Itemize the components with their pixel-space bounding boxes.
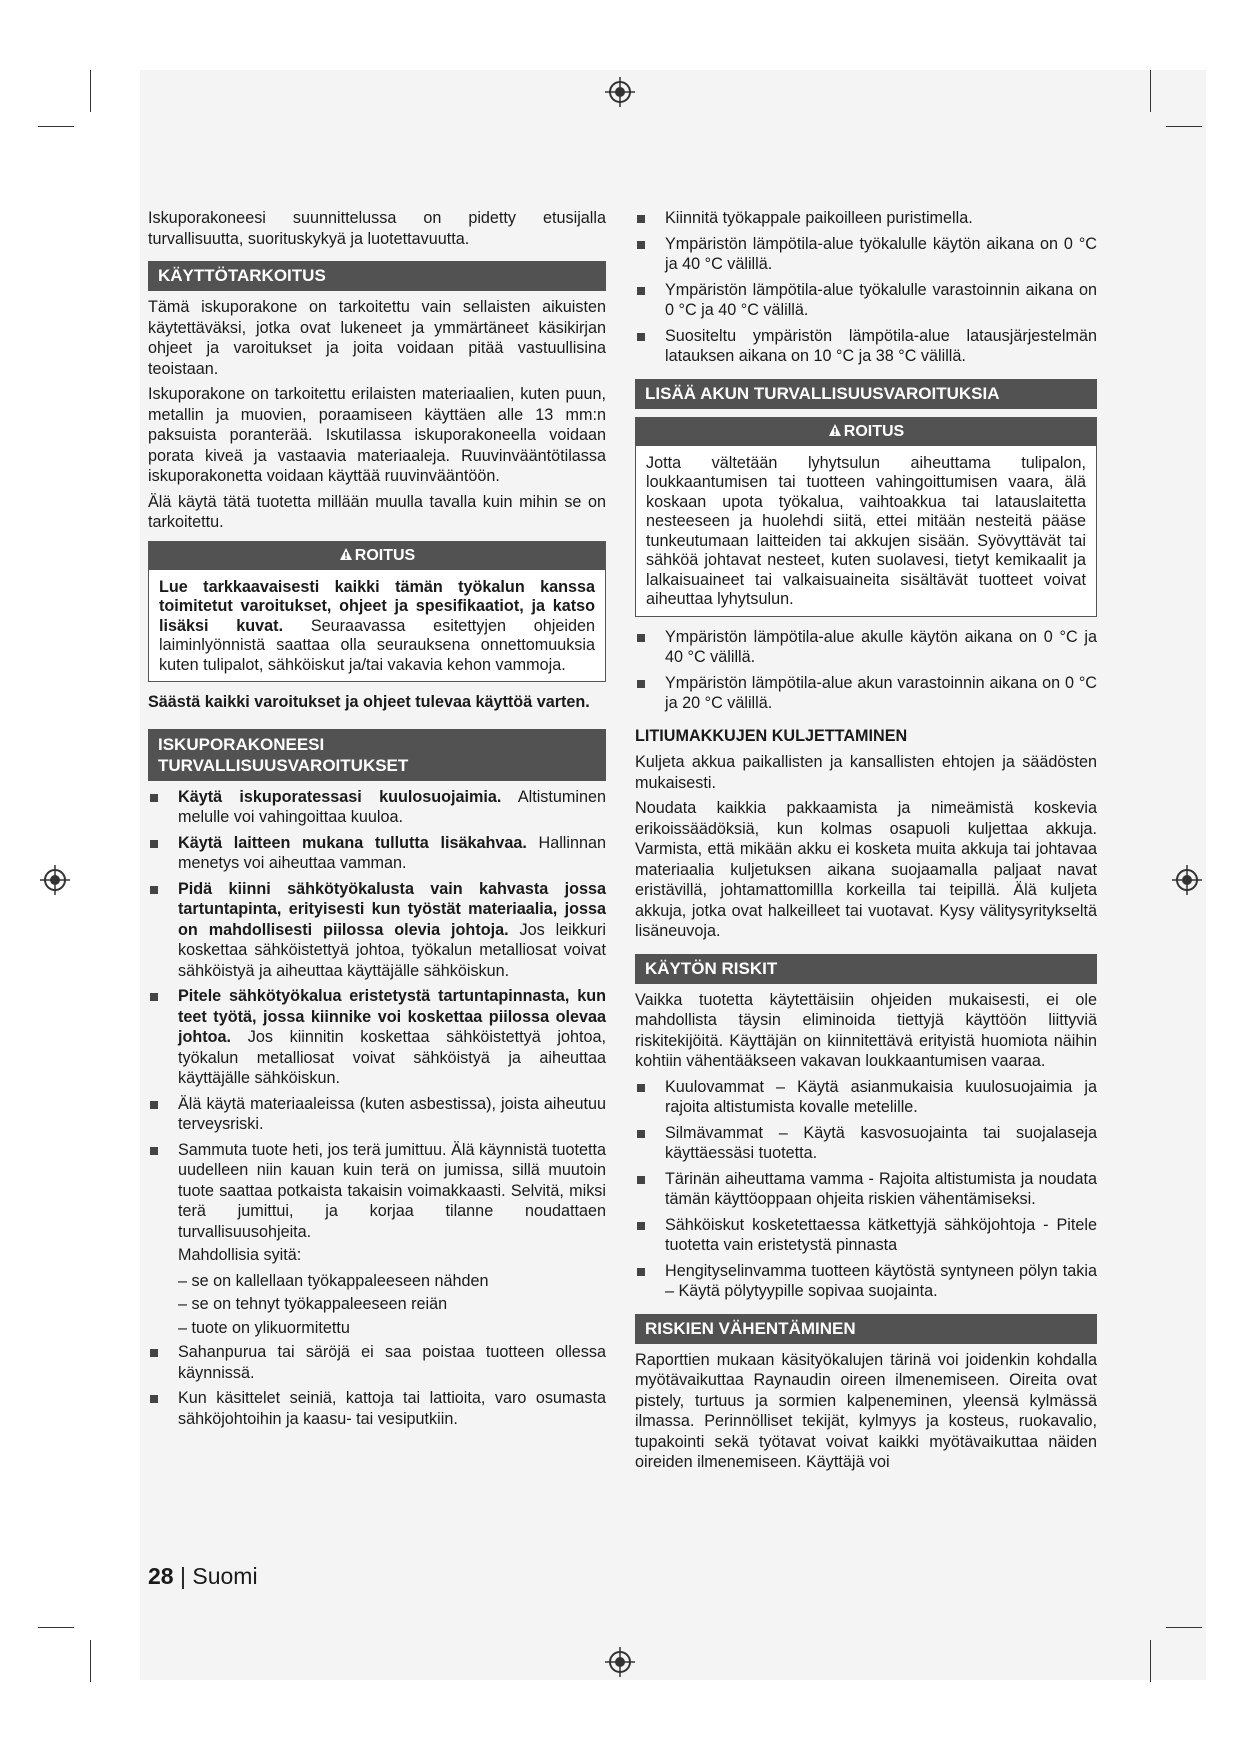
purpose-paragraph: Älä käytä tätä tuotetta millään muulla tavalla kuin mihin se on tarkoitettu. bbox=[148, 492, 606, 531]
crop-mark bbox=[1166, 126, 1202, 127]
causes-list bbox=[178, 1271, 606, 1339]
risk-reduction-paragraph: Raporttien mukaan käsityökalujen tärinä voi joidenkin kohdalla myötävaikuttaa Raynaudin oireen ilmenemiseen. Oireita ovat pistely, turtuus ja sormien kalpeneminen, yleensä kylmässä ilmassa. Perinnölliset tekijät, kylmyys ja kosteus, ruokavalio, tupakointi sekä työtavat voivat kaikki myötävaikuttaa näiden oireiden ilmenemiseen. Käyttäjä voi bbox=[635, 1350, 1097, 1471]
crop-mark bbox=[38, 1627, 74, 1628]
list-item: Kuulovammat – Käytä asianmukaisia kuulosuojaimia ja rajoita altistumista kovalle metelille. bbox=[635, 1077, 1097, 1118]
list-item: Käytä laitteen mukana tullutta lisäkahvaa. Hallinnan menetys voi aiheuttaa vamman. bbox=[148, 833, 606, 874]
list-item: Sähköiskut kosketettaessa kätkettyjä sähköjohtoja - Pitele tuotetta vain eristetystä pinnasta bbox=[635, 1215, 1097, 1256]
safety-header-line-2: TURVALLISUUSVAROITUKSET bbox=[158, 755, 409, 775]
causes-label: Mahdollisia syitä: bbox=[178, 1246, 302, 1264]
cause-item: – tuote on ylikuormitettu bbox=[178, 1318, 350, 1337]
list-item: Ympäristön lämpötila-alue työkalulle varastoinnin aikana on 0 °C ja 40 °C välillä. bbox=[635, 280, 1097, 321]
cause-item: – se on kallellaan työkappaleeseen nähden bbox=[178, 1271, 489, 1290]
section-header-transport: LITIUMAKKUJEN KULJETTAMINEN bbox=[635, 726, 908, 745]
warning-body bbox=[636, 446, 1096, 616]
list-item: Tärinän aiheuttama vamma - Rajoita altistumista ja noudata tämän käyttöoppaan ohjeita riskien vähentämiseksi. bbox=[635, 1169, 1097, 1210]
battery-temp-list bbox=[635, 627, 1097, 714]
list-item: Ympäristön lämpötila-alue akulle käytön aikana on 0 °C ja 40 °C välillä. bbox=[635, 627, 1097, 668]
safety-list-continued bbox=[148, 1342, 606, 1429]
intro-paragraph: Iskuporakoneesi suunnittelussa on pidetty etusijalla turvallisuutta, suorituskykyä ja luotettavuutta. bbox=[148, 209, 606, 248]
workpiece-list bbox=[635, 208, 1097, 367]
registration-mark-icon bbox=[1172, 865, 1202, 895]
warning-box bbox=[148, 541, 606, 683]
purpose-paragraph: Tämä iskuporakone on tarkoitettu vain sellaisten aikuisten käytettäväksi, jotka ovat lukeneet ja ymmärtäneet käsikirjan ohjeet ja varoitukset ja joita voidaan pitää vastuullisina teoistaan. bbox=[148, 298, 606, 378]
crop-mark bbox=[90, 1640, 91, 1682]
purpose-paragraph: Iskuporakone on tarkoitettu erilaisten materiaalien, kuten puun, metallin ja muovien, poraamiseen käyttäen alle 13 mm:n paksuista poranterää. Iskutilassa iskuporakoneella voidaan porata kiveä ja vastaavia materiaaleja. Ruuvinvääntötilassa iskuporakonetta voidaan käyttää ruuvinvääntöön. bbox=[148, 385, 606, 485]
footer-language: Suomi bbox=[192, 1563, 258, 1589]
crop-mark bbox=[38, 126, 74, 127]
section-header-risks: KÄYTÖN RISKIT bbox=[635, 954, 1097, 984]
list-item: Ympäristön lämpötila-alue työkalulle käytön aikana on 0 °C ja 40 °C välillä. bbox=[635, 234, 1097, 275]
save-instructions: Säästä kaikki varoitukset ja ohjeet tulevaa käyttöä varten. bbox=[148, 693, 590, 711]
warning-body bbox=[149, 570, 605, 682]
list-item: Älä käytä materiaaleissa (kuten asbestissa), joista aiheutuu terveysriski. bbox=[148, 1094, 606, 1135]
list-item: Kiinnitä työkappale paikoilleen puristimella. bbox=[635, 208, 1097, 229]
left-column bbox=[148, 208, 606, 1434]
list-item: Ympäristön lämpötila-alue akun varastoinnin aikana on 0 °C ja 20 °C välillä. bbox=[635, 673, 1097, 714]
risks-list bbox=[635, 1077, 1097, 1302]
section-header-risk-reduction: RISKIEN VÄHENTÄMINEN bbox=[635, 1314, 1097, 1344]
section-header-battery: LISÄÄ AKUN TURVALLISUUSVAROITUKSIA bbox=[635, 379, 1097, 409]
list-item: Pidä kiinni sähkötyökalusta vain kahvasta jossa tartuntapinta, erityisesti kun työstät materiaalia, jossa on mahdollisesti piilossa olevia johtoja. Jos leikkuri koskettaa sähköistettyä johtoa, työkalun metalliosat voivat sähköistyä ja aiheuttaa käyttäjälle sähköiskun. bbox=[148, 879, 606, 982]
list-item: Silmävammat – Käytä kasvosuojainta tai suojalaseja käyttäessäsi tuotetta. bbox=[635, 1123, 1097, 1164]
footer-separator: | bbox=[173, 1563, 193, 1589]
warning-title bbox=[636, 418, 1096, 446]
warning-text: Seuraavassa esitettyjen ohjeiden laiminlyönnistä saattaa olla seurauksena onnettomuuksia kuten tulipalot, sähköiskut ja/tai vakavia kehon vammoja. bbox=[159, 616, 595, 674]
warning-title-text: ROITUS bbox=[354, 546, 416, 564]
registration-mark-icon bbox=[605, 1647, 635, 1677]
risks-paragraph: Vaikka tuotetta käytettäisiin ohjeiden mukaisesti, ei ole mahdollista täysin eliminoida tiettyjä käyttöön liittyviä riskitekijöitä. Käyttäjän on kiinnitettävä erityistä huomiota näihin kohtiin vähentääkseen vakavan loukkaantumisen vaaraa. bbox=[635, 990, 1097, 1070]
warning-text: Jotta vältetään lyhytsulun aiheuttama tulipalon, loukkaantumisen tai tuotteen vahingoittumisen vaara, älä koskaan upota työkalua, vaihtoakkua tai latauslaitetta nesteeseen ja huolehdi siitä, ettei mitään nesteitä pääse tunkeutumaan laitteiden tai akkujen sisään. Syövyttävät tai sähköä johtavat nesteet, kuten suolavesi, tietyt kemikaalit ja lalkaisuaineet tai valkaisuaineita sisältävät tuotteet voivat aiheuttaa lyhytsulun. bbox=[646, 453, 1086, 608]
warning-title bbox=[149, 542, 605, 570]
section-header-safety bbox=[148, 729, 606, 781]
warning-bold-text: Lue tarkkaavaisesti kaikki tämän työkalun kanssa toimitetut varoitukset, ohjeet ja spesifikaatiot, ja katso lisäksi kuvat. bbox=[159, 577, 595, 635]
warning-box bbox=[635, 417, 1097, 617]
list-item: Kun käsittelet seiniä, kattoja tai lattioita, varo osumasta sähköjohtoihin ja kaasu- tai vesiputkiin. bbox=[148, 1388, 606, 1429]
crop-mark bbox=[1150, 1640, 1151, 1682]
crop-mark bbox=[90, 70, 91, 112]
registration-mark-icon bbox=[40, 865, 70, 895]
section-header-purpose: KÄYTTÖTARKOITUS bbox=[148, 261, 606, 291]
cause-item: – se on tehnyt työkappaleeseen reiän bbox=[178, 1295, 448, 1313]
crop-mark bbox=[1150, 70, 1151, 112]
list-item: Pitele sähkötyökalua eristetystä tartuntapinnasta, kun teet työtä, jossa kiinnike voi koskettaa piilossa olevaa johtoa. Jos kiinnitin koskettaa sähköistettyä johtoa, työkalun metalliosat voivat sähköistyä ja aiheuttaa käyttäjälle sähköiskun. bbox=[148, 986, 606, 1089]
warning-title-text: ROITUS bbox=[843, 422, 905, 440]
crop-mark bbox=[1166, 1627, 1202, 1628]
right-column bbox=[635, 208, 1097, 1478]
warning-triangle-icon bbox=[339, 547, 353, 561]
registration-mark-icon bbox=[605, 77, 635, 107]
safety-header-line-1: ISKUPORAKONEESI bbox=[158, 734, 325, 754]
safety-list bbox=[148, 787, 606, 1266]
list-item: Suositeltu ympäristön lämpötila-alue latausjärjestelmän latauksen aikana on 10 °C ja 38 °C välillä. bbox=[635, 326, 1097, 367]
warning-triangle-icon bbox=[828, 423, 842, 437]
list-item: Käytä iskuporatessasi kuulosuojaimia. Altistuminen melulle voi vahingoittaa kuuloa. bbox=[148, 787, 606, 828]
transport-paragraph: Kuljeta akkua paikallisten ja kansallisten ehtojen ja säädösten mukaisesti. bbox=[635, 753, 1097, 792]
page-number: 28 bbox=[148, 1563, 174, 1589]
transport-paragraph: Noudata kaikkia pakkaamista ja nimeämistä koskevia erikoissäädöksiä, kun kolmas osapuoli kuljettaa akkuja. Varmista, että mikään akku ei kosketa muita akkuja tai johtavaa materiaalia kuljetuksen aikana suojaamalla paljaat navat eristävillä, johtamattomillla korkeilla tai teipillä. Älä kuljeta akkuja, jotka ovat halkeilleet tai vuotavat. Kysy välitysyritykseltä lisäneuvoja. bbox=[635, 799, 1097, 940]
list-item: Sahanpurua tai säröjä ei saa poistaa tuotteen ollessa käynnissä. bbox=[148, 1342, 606, 1383]
list-item: Hengityselinvamma tuotteen käytöstä syntyneen pölyn takia – Käytä pölytyypille sopivaa suojainta. bbox=[635, 1261, 1097, 1302]
page-footer bbox=[148, 1563, 258, 1590]
list-item: Sammuta tuote heti, jos terä jumittuu. Älä käynnistä tuotetta uudelleen niin kauan kuin terä on jumissa, sillä muutoin tuote saattaa potkaista takaisin voimakkaasti. Selvitä, miksi terä jumittui, ja korjaa tilanne noudattaen turvallisuusohjeita. Mahdollisia syitä: bbox=[148, 1140, 606, 1266]
